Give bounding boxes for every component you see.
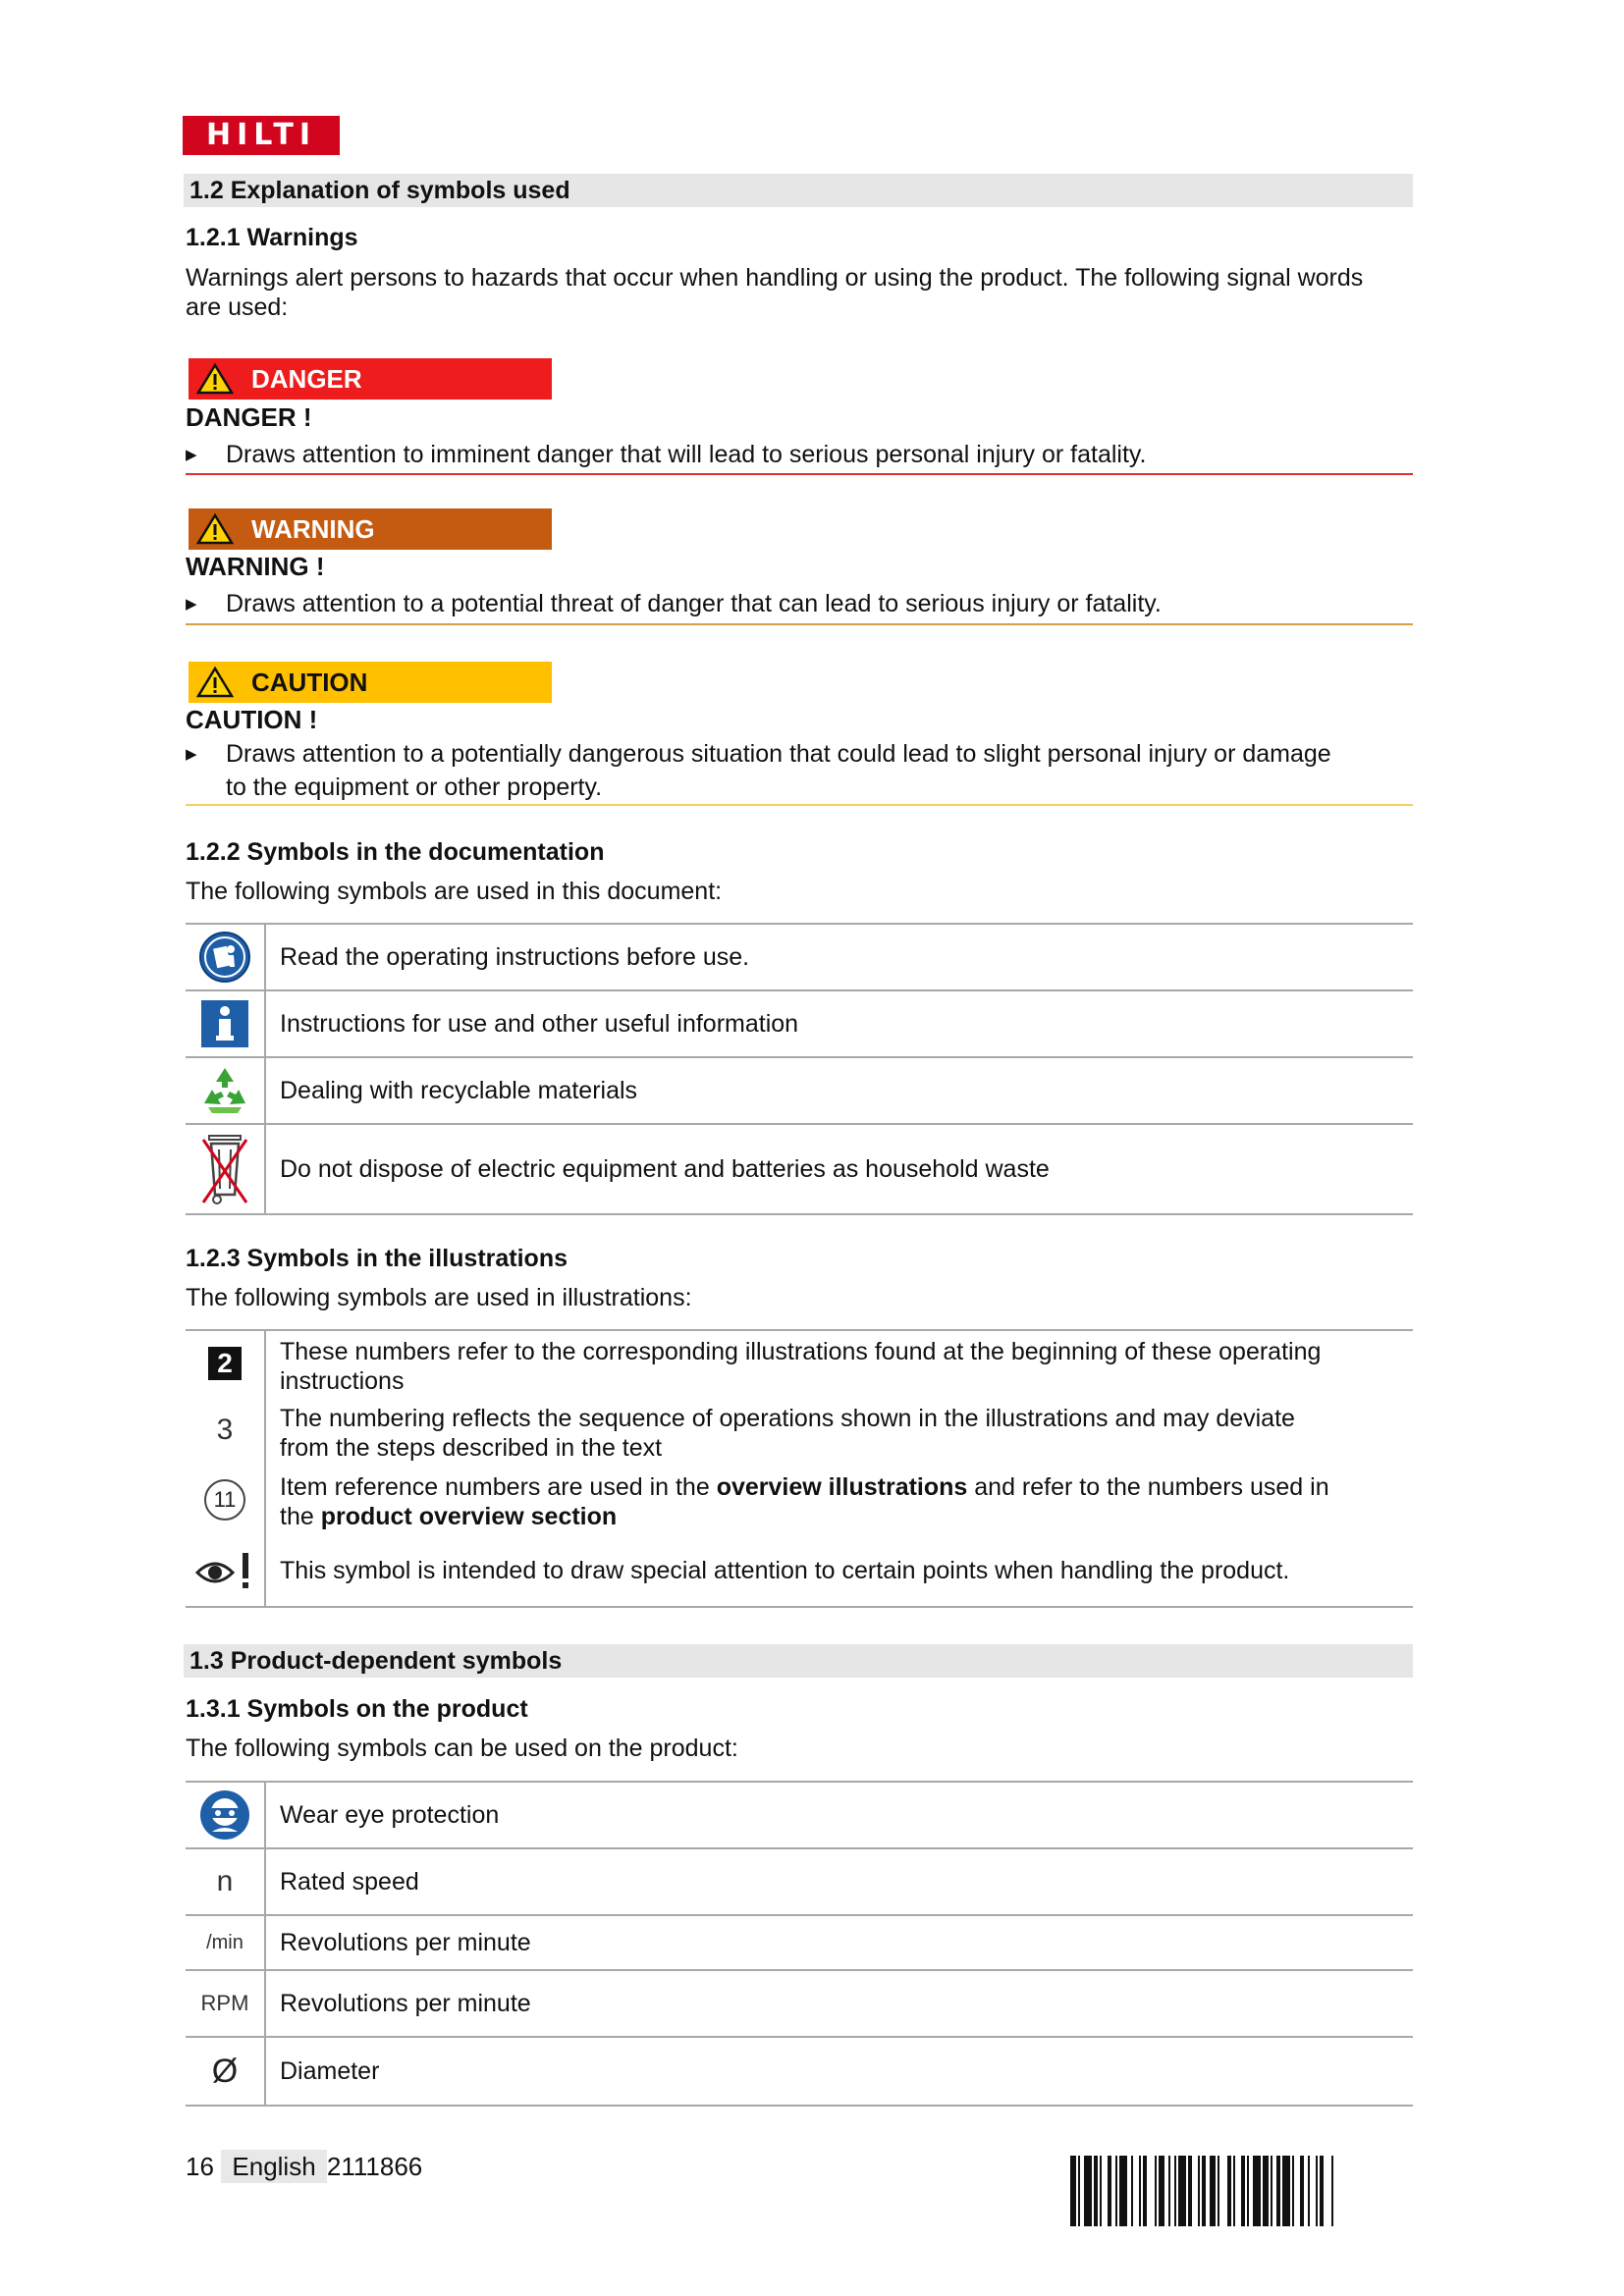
barcode-bar — [1202, 2156, 1206, 2226]
illustration-number-icon: 2 — [208, 1347, 242, 1380]
barcode-bar — [1300, 2156, 1304, 2226]
barcode-bar — [1253, 2156, 1261, 2226]
doc-number: 2111866 — [326, 2152, 423, 2181]
table-row — [186, 1331, 1413, 1396]
barcode-bar — [1188, 2156, 1192, 2226]
warning-word: WARNING ! — [186, 552, 325, 581]
barcode-bar — [1292, 2156, 1294, 2226]
caution-word: CAUTION ! — [186, 705, 318, 734]
illustration-number-line1: These numbers refer to the corresponding illustrations found at the beginning of these operating — [280, 1338, 1322, 1365]
eye-protection-text: Wear eye protection — [280, 1801, 500, 1829]
warning-bullet — [186, 587, 1462, 621]
read-manual-icon — [197, 930, 252, 985]
documentation-intro: The following symbols are used in this document: — [186, 878, 723, 905]
per-minute-icon: /min — [206, 1931, 244, 1953]
warning-triangle-icon — [196, 362, 234, 396]
heading-1-2-3: 1.2.3 Symbols in the illustrations — [186, 1245, 568, 1272]
diameter-icon: Ø — [211, 2052, 239, 2090]
no-household-waste-icon — [197, 1130, 252, 1208]
danger-signal-box — [189, 358, 552, 400]
warnings-intro-line2: are used: — [186, 294, 289, 321]
bullet-arrow-icon: ▶ — [186, 447, 197, 464]
warnings-intro-line1: Warnings alert persons to hazards that occur when handling or using the product. The following signal words — [186, 264, 1364, 292]
barcode-bar — [1271, 2156, 1272, 2226]
barcode-bar — [1078, 2156, 1080, 2226]
barcode-bar — [1143, 2156, 1147, 2226]
bullet-arrow-icon: ▶ — [186, 746, 197, 764]
table-row — [186, 1783, 1413, 1849]
attention-eye-text: This symbol is intended to draw special attention to certain points when handling the product. — [280, 1557, 1290, 1584]
caution-text-line2: to the equipment or other property. — [226, 774, 603, 801]
diameter-text: Diameter — [280, 2057, 380, 2085]
step-number-icon: 3 — [216, 1414, 234, 1446]
warning-label: WARNING — [251, 514, 375, 544]
heading-1-2-1: 1.2.1 Warnings — [186, 224, 358, 251]
heading-1-3-1: 1.3.1 Symbols on the product — [186, 1695, 528, 1723]
attention-eye-icon — [193, 1549, 256, 1592]
table-row — [186, 1396, 1413, 1465]
table-row — [186, 1125, 1413, 1215]
rpm-icon: RPM — [200, 1991, 249, 2015]
danger-text: Draws attention to imminent danger that will lead to serious personal injury or fatality. — [226, 441, 1147, 468]
caution-label: CAUTION — [251, 667, 368, 697]
barcode-bar — [1276, 2156, 1280, 2226]
rpm-text: Revolutions per minute — [280, 1990, 531, 2017]
table-row — [186, 1849, 1413, 1916]
product-intro: The following symbols can be used on the product: — [186, 1735, 738, 1762]
table-row — [186, 925, 1413, 991]
danger-bullet — [186, 438, 1462, 472]
barcode-bar — [1241, 2156, 1245, 2226]
warning-signal-box — [189, 508, 552, 550]
barcode-bar — [1178, 2156, 1186, 2226]
barcode-bar — [1119, 2156, 1127, 2226]
rated-speed-icon: n — [216, 1865, 234, 1897]
warning-triangle-icon — [196, 666, 234, 699]
table-row — [186, 2038, 1413, 2107]
barcode-bar — [1263, 2156, 1269, 2226]
barcode-bar — [1139, 2156, 1141, 2226]
table-row — [186, 1916, 1413, 1971]
barcode-bar — [1131, 2156, 1133, 2226]
barcode — [1070, 2156, 1414, 2226]
section-heading-1-2: 1.2 Explanation of symbols used — [184, 174, 1413, 207]
no-household-waste-text: Do not dispose of electric equipment and batteries as household waste — [280, 1155, 1050, 1183]
illustration-symbols-table — [186, 1329, 1413, 1610]
eye-protection-icon — [198, 1789, 251, 1842]
danger-divider — [186, 473, 1413, 475]
caution-bullet — [186, 737, 1462, 804]
warning-divider — [186, 623, 1413, 625]
warning-triangle-icon — [196, 512, 234, 546]
table-row — [186, 1535, 1413, 1608]
caution-text-line1: Draws attention to a potentially dangerous situation that could lead to slight personal injury or damage — [226, 740, 1331, 768]
danger-label: DANGER — [251, 364, 362, 394]
barcode-bar — [1070, 2156, 1076, 2226]
illustration-number-line2: instructions — [280, 1367, 405, 1395]
table-row — [186, 991, 1413, 1058]
hilti-logo: HILTI — [183, 116, 340, 155]
danger-word: DANGER ! — [186, 402, 312, 432]
barcode-bar — [1100, 2156, 1102, 2226]
barcode-bar — [1084, 2156, 1092, 2226]
barcode-bar — [1115, 2156, 1117, 2226]
item-reference-line1: Item reference numbers are used in the overview illustrations and refer to the numbers used in — [280, 1473, 1329, 1501]
barcode-bar — [1227, 2156, 1231, 2226]
section-heading-1-3: 1.3 Product-dependent symbols — [184, 1644, 1413, 1678]
barcode-bar — [1198, 2156, 1200, 2226]
read-manual-text: Read the operating instructions before use. — [280, 943, 750, 971]
table-row — [186, 1971, 1413, 2038]
barcode-bar — [1168, 2156, 1170, 2226]
page-footer — [186, 2152, 422, 2182]
barcode-bar — [1316, 2156, 1318, 2226]
documentation-symbols-table — [186, 923, 1413, 1215]
barcode-bar — [1155, 2156, 1157, 2226]
barcode-bar — [1247, 2156, 1249, 2226]
barcode-bar — [1331, 2156, 1333, 2226]
step-number-text — [280, 1396, 1413, 1472]
table-row — [186, 1058, 1413, 1125]
illustration-number-text — [280, 1331, 1413, 1402]
product-symbols-table — [186, 1781, 1413, 2110]
barcode-bar — [1094, 2156, 1098, 2226]
caution-divider — [186, 804, 1413, 806]
warning-text: Draws attention to a potential threat of danger that can lead to serious injury or fatality. — [226, 590, 1162, 617]
barcode-bar — [1159, 2156, 1164, 2226]
per-minute-text: Revolutions per minute — [280, 1929, 531, 1956]
barcode-bar — [1210, 2156, 1216, 2226]
table-row — [186, 1465, 1413, 1535]
heading-1-2-2: 1.2.2 Symbols in the documentation — [186, 838, 605, 866]
item-reference-icon: 11 — [204, 1479, 245, 1521]
barcode-bar — [1282, 2156, 1290, 2226]
rated-speed-text: Rated speed — [280, 1868, 419, 1896]
barcode-bar — [1308, 2156, 1310, 2226]
info-icon — [199, 998, 250, 1049]
barcode-bar — [1218, 2156, 1219, 2226]
barcode-bar — [1320, 2156, 1324, 2226]
barcode-bar — [1108, 2156, 1111, 2226]
illustrations-intro: The following symbols are used in illustrations: — [186, 1284, 692, 1311]
item-reference-text — [280, 1465, 1507, 1543]
step-number-line1: The numbering reflects the sequence of operations shown in the illustrations and may deviate — [280, 1405, 1295, 1432]
step-number-line2: from the steps described in the text — [280, 1434, 663, 1462]
warnings-intro — [186, 263, 1363, 322]
info-text: Instructions for use and other useful information — [280, 1010, 799, 1038]
item-reference-line2: the product overview section — [280, 1503, 618, 1530]
barcode-bar — [1233, 2156, 1235, 2226]
page-number: 16 — [186, 2152, 214, 2181]
caution-text — [226, 737, 1600, 804]
recycle-text: Dealing with recyclable materials — [280, 1077, 638, 1104]
barcode-bar — [1174, 2156, 1176, 2226]
recycle-icon — [198, 1064, 251, 1117]
footer-language: English — [221, 2150, 327, 2183]
bullet-arrow-icon: ▶ — [186, 596, 197, 614]
caution-signal-box — [189, 662, 552, 703]
